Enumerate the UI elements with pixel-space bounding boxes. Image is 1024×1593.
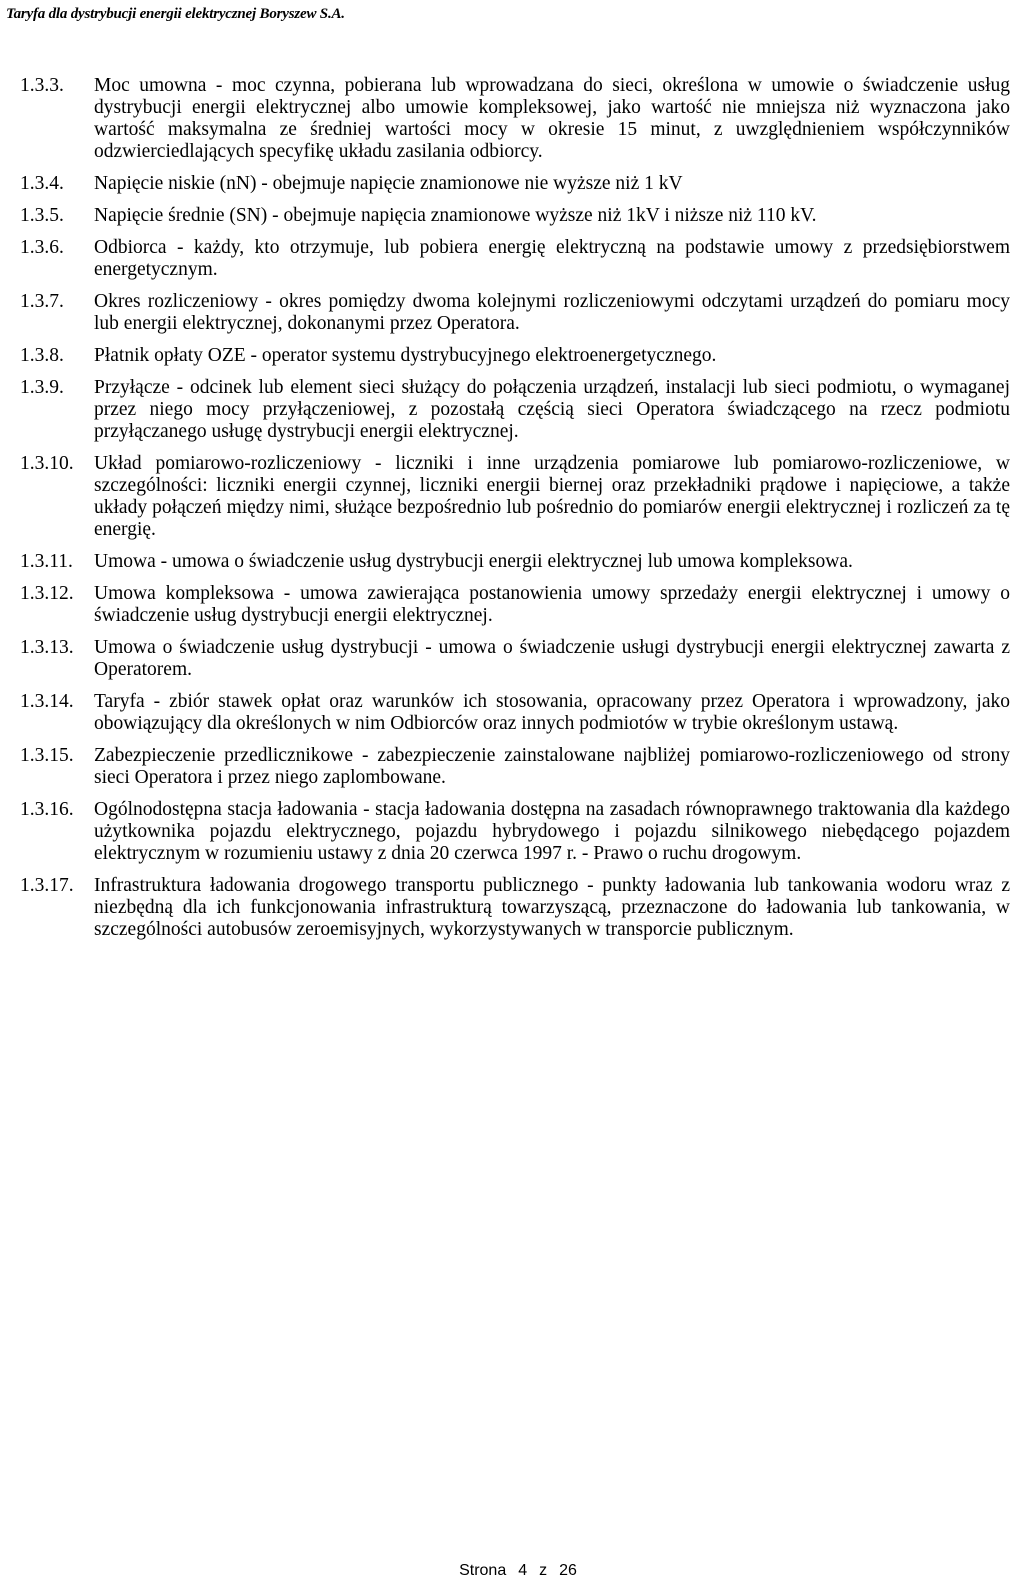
definition-number: 1.3.15. xyxy=(20,745,74,766)
definition-text: Płatnik opłaty OZE - operator systemu dystrybucyjnego elektroenergetycznego. xyxy=(94,345,717,366)
definition-item xyxy=(20,799,1010,865)
definition-text: Napięcie średnie (SN) - obejmuje napięcia znamionowe wyższe niż 1kV i niższe niż 110 kV. xyxy=(94,205,817,226)
definition-number: 1.3.10. xyxy=(20,453,74,474)
definition-item xyxy=(20,691,1010,735)
definition-text: Okres rozliczeniowy - okres pomiędzy dwoma kolejnymi rozliczeniowymi odczytami urządzeń do pomiaru mocy lub energii elektrycznej, dokonanymi przez Operatora. xyxy=(94,291,1010,334)
definition-item xyxy=(20,745,1010,789)
definition-item xyxy=(20,583,1010,627)
definition-item xyxy=(20,237,1010,281)
definition-item xyxy=(20,205,1010,227)
definition-text: Moc umowna - moc czynna, pobierana lub wprowadzana do sieci, określona w umowie o świadczenie usług dystrybucji energii elektrycznej albo umowie kompleksowej, jako wartość nie mniejsza niż wyznaczona jako wartość maksymalna ze średniej wartości mocy w okresie 15 minut, z uwzględnieniem współczynników odzwierciedlających specyfikę układu zasilania odbiorcy. xyxy=(94,75,1010,162)
definition-item xyxy=(20,637,1010,681)
definition-number: 1.3.13. xyxy=(20,637,74,658)
definition-item xyxy=(20,551,1010,573)
definition-text: Umowa - umowa o świadczenie usług dystrybucji energii elektrycznej lub umowa kompleksowa. xyxy=(94,551,853,572)
definition-number: 1.3.7. xyxy=(20,291,64,312)
definition-text: Napięcie niskie (nN) - obejmuje napięcie znamionowe nie wyższe niż 1 kV xyxy=(94,173,683,194)
definition-number: 1.3.17. xyxy=(20,875,74,896)
definition-item xyxy=(20,173,1010,195)
definition-number: 1.3.12. xyxy=(20,583,74,604)
definition-item xyxy=(20,75,1010,163)
definition-item xyxy=(20,345,1010,367)
definition-text: Umowa o świadczenie usług dystrybucji - umowa o świadczenie usługi dystrybucji energii elektrycznej zawarta z Operatorem. xyxy=(94,637,1010,680)
definition-item xyxy=(20,377,1010,443)
definition-number: 1.3.14. xyxy=(20,691,74,712)
definition-text: Zabezpieczenie przedlicznikowe - zabezpieczenie zainstalowane najbliżej pomiarowo-rozliczeniowego od strony sieci Operatora i przez niego zaplombowane. xyxy=(94,745,1010,788)
definition-text: Umowa kompleksowa - umowa zawierająca postanowienia umowy sprzedaży energii elektrycznej i umowy o świadczenie usług dystrybucji energii elektrycznej. xyxy=(94,583,1010,626)
definition-number: 1.3.11. xyxy=(20,551,73,572)
page-total: 26 xyxy=(559,1562,577,1579)
definitions-list xyxy=(20,75,1010,951)
definition-text: Ogólnodostępna stacja ładowania - stacja ładowania dostępna na zasadach równoprawnego traktowania dla każdego użytkownika pojazdu elektrycznego, pojazdu hybrydowego i pojazdu silnikowego niebędącego pojazdem elektrycznym w rozumieniu ustawy z dnia 20 czerwca 1997 r. - Prawo o ruchu drogowym. xyxy=(94,799,1010,864)
definition-text: Infrastruktura ładowania drogowego transportu publicznego - punkty ładowania lub tankowania wodoru wraz z niezbędną dla ich funkcjonowania infrastrukturą towarzyszącą, przeznaczone do ładowania lub tankowania, w szczególności autobusów zeroemisyjnych, wykorzystywanych w transporcie publicznym. xyxy=(94,875,1010,940)
page-separator: z xyxy=(539,1562,548,1579)
page-number xyxy=(0,1562,1024,1580)
definition-number: 1.3.3. xyxy=(20,75,64,96)
page-current: 4 xyxy=(518,1562,528,1579)
definition-item xyxy=(20,875,1010,941)
definition-number: 1.3.8. xyxy=(20,345,64,366)
definition-text: Przyłącze - odcinek lub element sieci służący do połączenia urządzeń, instalacji lub sieci podmiotu, o wymaganej przez niego mocy przyłączeniowej, z pozostałą częścią sieci Operatora świadczącego na rzecz podmiotu przyłączanego usługę dystrybucji energii elektrycznej. xyxy=(94,377,1010,442)
definition-text: Układ pomiarowo-rozliczeniowy - liczniki i inne urządzenia pomiarowe lub pomiarowo-rozliczeniowe, w szczególności: liczniki energii czynnej, liczniki energii biernej oraz przekładniki prądowe i napięciowe, a także układy połączeń między nimi, służące bezpośrednio lub pośrednio do pomiarów energii elektrycznej i rozliczeń za tę energię. xyxy=(94,453,1010,540)
definition-number: 1.3.6. xyxy=(20,237,64,258)
definition-number: 1.3.16. xyxy=(20,799,74,820)
page-label: Strona xyxy=(459,1562,507,1579)
definition-text: Odbiorca - każdy, kto otrzymuje, lub pobiera energię elektryczną na podstawie umowy z przedsiębiorstwem energetycznym. xyxy=(94,237,1010,280)
definition-number: 1.3.4. xyxy=(20,173,64,194)
running-header: Taryfa dla dystrybucji energii elektrycznej Boryszew S.A. xyxy=(6,6,345,22)
definition-item xyxy=(20,291,1010,335)
definition-text: Taryfa - zbiór stawek opłat oraz warunków ich stosowania, opracowany przez Operatora i wprowadzony, jako obowiązujący dla określonych w nim Odbiorców oraz innych podmiotów w trybie określonym ustawą. xyxy=(94,691,1010,734)
definition-number: 1.3.9. xyxy=(20,377,64,398)
definition-number: 1.3.5. xyxy=(20,205,64,226)
definition-item xyxy=(20,453,1010,541)
